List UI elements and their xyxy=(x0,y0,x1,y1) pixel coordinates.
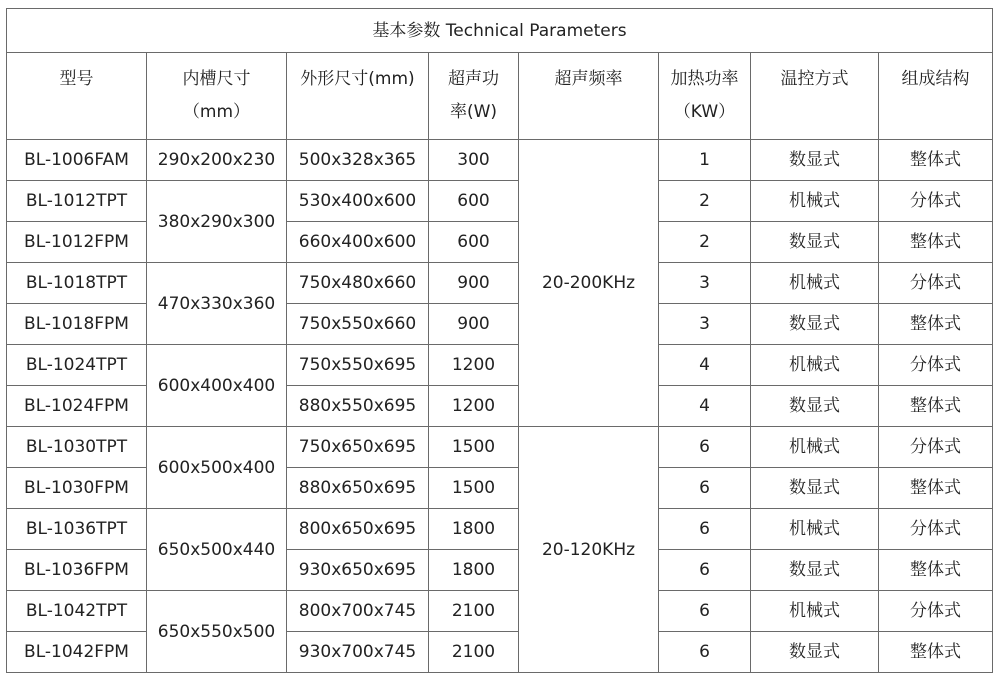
outer-size-cell: 880x550x695 xyxy=(287,386,429,427)
inner-size-cell: 600x400x400 xyxy=(147,345,287,427)
temp-control-cell: 机械式 xyxy=(751,181,879,222)
structure-cell: 分体式 xyxy=(879,263,993,304)
structure-cell: 分体式 xyxy=(879,509,993,550)
temp-control-cell: 数显式 xyxy=(751,140,879,181)
heating-cell: 3 xyxy=(659,304,751,345)
heating-cell: 4 xyxy=(659,386,751,427)
structure-cell: 整体式 xyxy=(879,632,993,673)
temp-control-cell: 数显式 xyxy=(751,468,879,509)
structure-cell: 整体式 xyxy=(879,550,993,591)
power-cell: 600 xyxy=(429,222,519,263)
header-inner-size: 内槽尺寸 （mm） xyxy=(147,53,287,140)
table-row xyxy=(7,140,993,181)
outer-size-cell: 750x550x695 xyxy=(287,345,429,386)
temp-control-cell: 数显式 xyxy=(751,632,879,673)
outer-size-cell: 800x700x745 xyxy=(287,591,429,632)
model-cell: BL-1036FPM xyxy=(7,550,147,591)
header-ultrasonic-power: 超声功 率(W) xyxy=(429,53,519,140)
model-cell: BL-1042FPM xyxy=(7,632,147,673)
model-cell: BL-1030FPM xyxy=(7,468,147,509)
temp-control-cell: 机械式 xyxy=(751,509,879,550)
power-cell: 1500 xyxy=(429,468,519,509)
header-row xyxy=(7,53,993,140)
heating-cell: 4 xyxy=(659,345,751,386)
outer-size-cell: 750x550x660 xyxy=(287,304,429,345)
inner-size-cell: 650x550x500 xyxy=(147,591,287,673)
power-cell: 600 xyxy=(429,181,519,222)
model-cell: BL-1006FAM xyxy=(7,140,147,181)
table-row xyxy=(7,591,993,632)
temp-control-cell: 机械式 xyxy=(751,427,879,468)
heating-cell: 2 xyxy=(659,222,751,263)
power-cell: 900 xyxy=(429,263,519,304)
outer-size-cell: 800x650x695 xyxy=(287,509,429,550)
power-cell: 1200 xyxy=(429,345,519,386)
structure-cell: 分体式 xyxy=(879,345,993,386)
model-cell: BL-1042TPT xyxy=(7,591,147,632)
inner-size-cell: 470x330x360 xyxy=(147,263,287,345)
outer-size-cell: 530x400x600 xyxy=(287,181,429,222)
model-cell: BL-1012FPM xyxy=(7,222,147,263)
table-row xyxy=(7,263,993,304)
inner-size-cell: 290x200x230 xyxy=(147,140,287,181)
outer-size-cell: 930x700x745 xyxy=(287,632,429,673)
table-row xyxy=(7,509,993,550)
table-row xyxy=(7,181,993,222)
heating-cell: 6 xyxy=(659,509,751,550)
inner-size-cell: 380x290x300 xyxy=(147,181,287,263)
temp-control-cell: 数显式 xyxy=(751,222,879,263)
header-heating-power: 加热功率 （KW） xyxy=(659,53,751,140)
power-cell: 2100 xyxy=(429,632,519,673)
technical-parameters-table xyxy=(6,8,993,673)
structure-cell: 分体式 xyxy=(879,427,993,468)
table-row xyxy=(7,427,993,468)
power-cell: 1800 xyxy=(429,509,519,550)
temp-control-cell: 数显式 xyxy=(751,304,879,345)
inner-size-cell: 650x500x440 xyxy=(147,509,287,591)
heating-cell: 6 xyxy=(659,468,751,509)
outer-size-cell: 660x400x600 xyxy=(287,222,429,263)
power-cell: 1500 xyxy=(429,427,519,468)
temp-control-cell: 机械式 xyxy=(751,345,879,386)
heating-cell: 3 xyxy=(659,263,751,304)
structure-cell: 整体式 xyxy=(879,468,993,509)
header-model: 型号 xyxy=(7,53,147,140)
frequency-cell: 20-120KHz xyxy=(519,427,659,673)
power-cell: 900 xyxy=(429,304,519,345)
header-outer-size: 外形尺寸(mm) xyxy=(287,53,429,140)
outer-size-cell: 930x650x695 xyxy=(287,550,429,591)
structure-cell: 整体式 xyxy=(879,140,993,181)
model-cell: BL-1024TPT xyxy=(7,345,147,386)
structure-cell: 整体式 xyxy=(879,304,993,345)
structure-cell: 分体式 xyxy=(879,591,993,632)
model-cell: BL-1018TPT xyxy=(7,263,147,304)
structure-cell: 分体式 xyxy=(879,181,993,222)
heating-cell: 6 xyxy=(659,591,751,632)
temp-control-cell: 机械式 xyxy=(751,263,879,304)
power-cell: 300 xyxy=(429,140,519,181)
heating-cell: 1 xyxy=(659,140,751,181)
model-cell: BL-1018FPM xyxy=(7,304,147,345)
power-cell: 1800 xyxy=(429,550,519,591)
frequency-cell: 20-200KHz xyxy=(519,140,659,427)
heating-cell: 6 xyxy=(659,427,751,468)
heating-cell: 6 xyxy=(659,632,751,673)
heating-cell: 6 xyxy=(659,550,751,591)
model-cell: BL-1012TPT xyxy=(7,181,147,222)
heating-cell: 2 xyxy=(659,181,751,222)
outer-size-cell: 500x328x365 xyxy=(287,140,429,181)
power-cell: 2100 xyxy=(429,591,519,632)
header-temp-control: 温控方式 xyxy=(751,53,879,140)
model-cell: BL-1030TPT xyxy=(7,427,147,468)
header-ultrasonic-frequency: 超声频率 xyxy=(519,53,659,140)
inner-size-cell: 600x500x400 xyxy=(147,427,287,509)
structure-cell: 整体式 xyxy=(879,386,993,427)
model-cell: BL-1036TPT xyxy=(7,509,147,550)
table-row xyxy=(7,345,993,386)
outer-size-cell: 880x650x695 xyxy=(287,468,429,509)
temp-control-cell: 数显式 xyxy=(751,550,879,591)
structure-cell: 整体式 xyxy=(879,222,993,263)
outer-size-cell: 750x650x695 xyxy=(287,427,429,468)
model-cell: BL-1024FPM xyxy=(7,386,147,427)
temp-control-cell: 数显式 xyxy=(751,386,879,427)
outer-size-cell: 750x480x660 xyxy=(287,263,429,304)
header-structure: 组成结构 xyxy=(879,53,993,140)
power-cell: 1200 xyxy=(429,386,519,427)
temp-control-cell: 机械式 xyxy=(751,591,879,632)
table-title: 基本参数 Technical Parameters xyxy=(7,9,993,53)
